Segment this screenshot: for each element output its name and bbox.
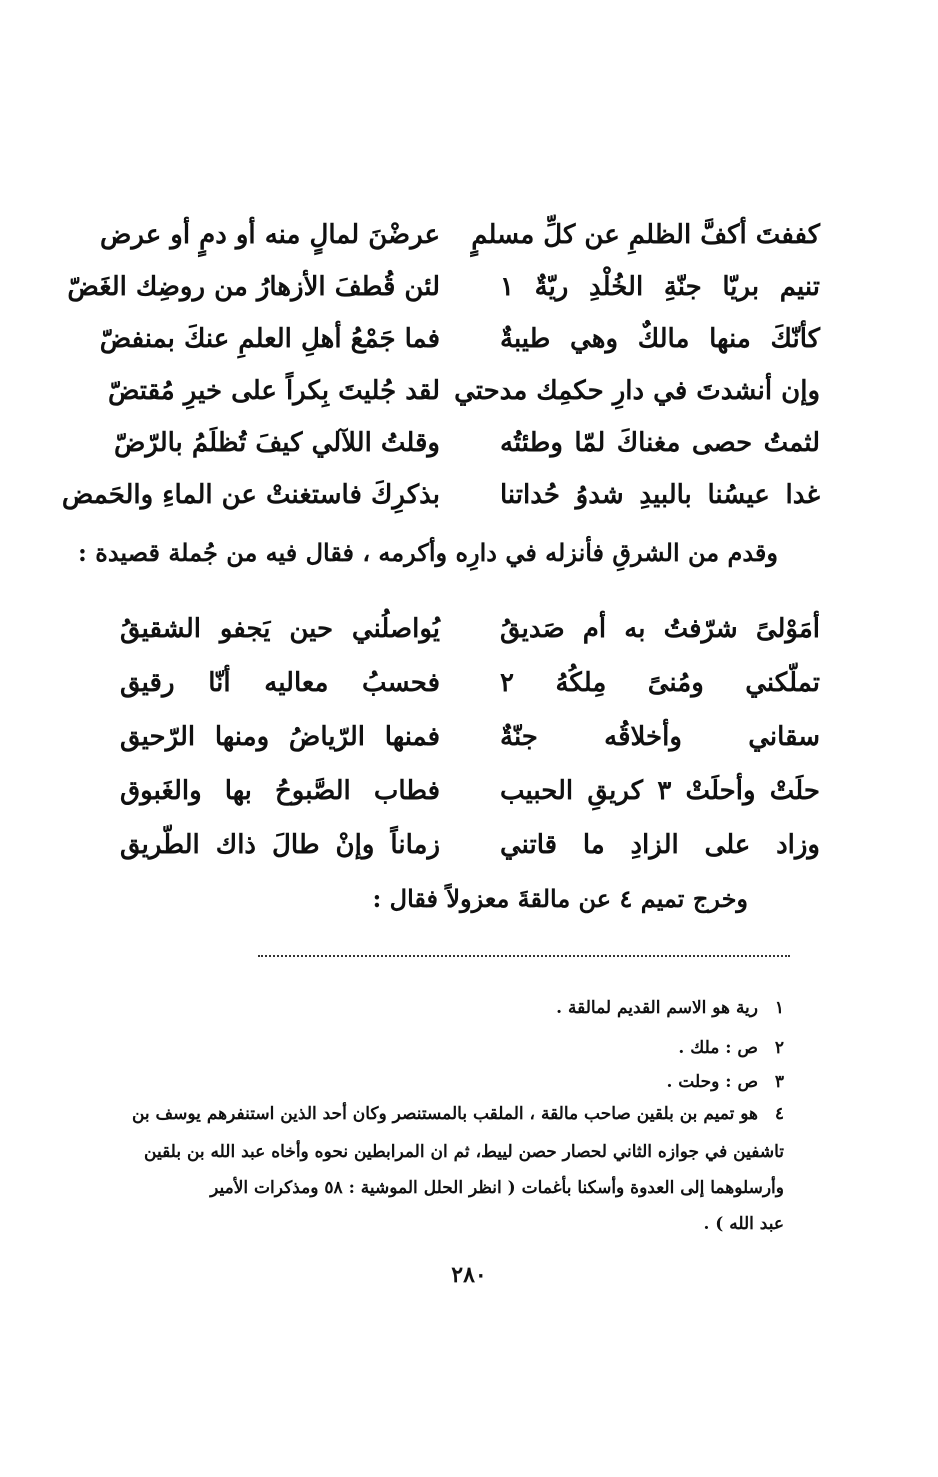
verse-second-hemistich: وقلتُ اللآلي كيفَ تُظلَمُ بالرّضّ <box>113 428 440 458</box>
verse-second-hemistich: فطاب الصَّبوحُ بها والغَبوق <box>120 776 440 806</box>
verse-row <box>67 262 820 312</box>
verse-first-hemistich: سقاني وأخلاقُه جنّةٌ <box>500 722 820 752</box>
footnote-text: رية هو الاسم القديم لمالقة . <box>556 998 758 1018</box>
prose-line: وخرج تميم ٤ عن مالقةَ معزولاً فقال : <box>372 884 748 913</box>
verse-first-hemistich: تنيم بريّا جنّةِ الخُلْدِ ريّةٌ ١ <box>500 272 820 302</box>
verse-second-hemistich: زماناً وإنْ طالَ ذاك الطّريق <box>120 830 440 860</box>
page-number: ٢٨٠ <box>451 1262 487 1288</box>
footnote <box>124 1034 784 1062</box>
footnote-number: ٢ <box>774 1038 784 1058</box>
footnote-number: ٤ <box>774 1104 784 1124</box>
footnote-text: ص : ملك . <box>678 1038 758 1058</box>
verse-row <box>120 820 820 870</box>
verse-second-hemistich: لئن قُطفَ الأزهارُ من روضِك الغَضّ <box>67 272 440 302</box>
footnote-continuation: وأرسلوهما إلى العدوة وأسكنا بأغمات ( انظر الحلل الموشية : ٥٨ ومذكرات الأمير <box>210 1178 784 1198</box>
verse-first-hemistich: كأنّكَ منها مالكٌ وهي طيبةٌ <box>500 324 820 354</box>
verse-first-hemistich: وإن أنشدتَ في دارِ حكمِك مدحتي <box>454 376 820 406</box>
verse-first-hemistich: كففتَ أكفَّ الظلمِ عن كلِّ مسلمٍ <box>471 220 820 250</box>
verse-first-hemistich: حلَتْ وأحلَتْ ٣ كريقِ الحبيب <box>500 776 820 806</box>
footnote-text: ص : وحلت . <box>666 1072 758 1092</box>
verse-row <box>107 366 820 416</box>
prose-line: وقدم من الشرقِ فأنزله في دارِه وأكرمه ، فقال فيه من جُملة قصيدة : <box>78 538 778 567</box>
footnote <box>124 994 784 1022</box>
verse-second-hemistich: فمنها الرّياضُ ومنها الرّحيق <box>120 722 440 752</box>
verse-second-hemistich: عرضْنَ لمالٍ منه أو دمٍ أو عرض <box>99 220 440 250</box>
verse-row <box>120 658 820 708</box>
footnote-continuation: عبد الله ) . <box>703 1214 784 1234</box>
verse-row <box>120 766 820 816</box>
footnote-text: هو تميم بن بلقين صاحب مالقة ، الملقب بالمستنصر وكان أحد الذين استنفرهم يوسف بن <box>131 1104 758 1124</box>
verse-first-hemistich: غدا عيسُنا بالبيدِ شدوُ حُداتنا <box>500 480 820 510</box>
verse-first-hemistich: أمَوْلىً شرّفتُ به أم صَديقُ <box>500 614 820 644</box>
footnote-continuation: تاشفين في جوازه الثاني لحصار حصن لييط، ثم ان المرابطين نحوه وأخاه عبد الله بن بلقين <box>144 1142 784 1162</box>
verse-row <box>99 210 820 260</box>
footnote <box>124 1100 784 1128</box>
footnote-number: ١ <box>774 998 784 1018</box>
verse-second-hemistich: فحسبُ معاليه أنّا رقيق <box>120 668 440 698</box>
footnote-number: ٣ <box>774 1072 784 1092</box>
verse-second-hemistich: لقد جُليتَ بِكراً على خيرِ مُقتضّ <box>107 376 440 406</box>
footnote <box>124 1068 784 1096</box>
verse-second-hemistich: بذكرِكَ فاستغنتْ عن الماءِ والحَمض <box>61 480 440 510</box>
footnote-divider <box>258 955 790 957</box>
verse-row <box>61 470 820 520</box>
verse-second-hemistich: فما جَمْعُ أهلِ العلمِ عنكَ بمنفضّ <box>99 324 440 354</box>
verse-row <box>120 604 820 654</box>
verse-first-hemistich: لثمتُ حصى مغناكَ لمّا وطئتُه <box>500 428 820 458</box>
verse-second-hemistich: يُواصلُني حين يَجفو الشقيقُ <box>120 614 440 644</box>
verse-first-hemistich: وزاد على الزادِ ما قاتني <box>500 830 820 860</box>
verse-row <box>113 418 820 468</box>
verse-first-hemistich: تملّكني ومُنىً مِلكُهُ ٢ <box>500 668 820 698</box>
verse-row <box>99 314 820 364</box>
verse-row <box>120 712 820 762</box>
